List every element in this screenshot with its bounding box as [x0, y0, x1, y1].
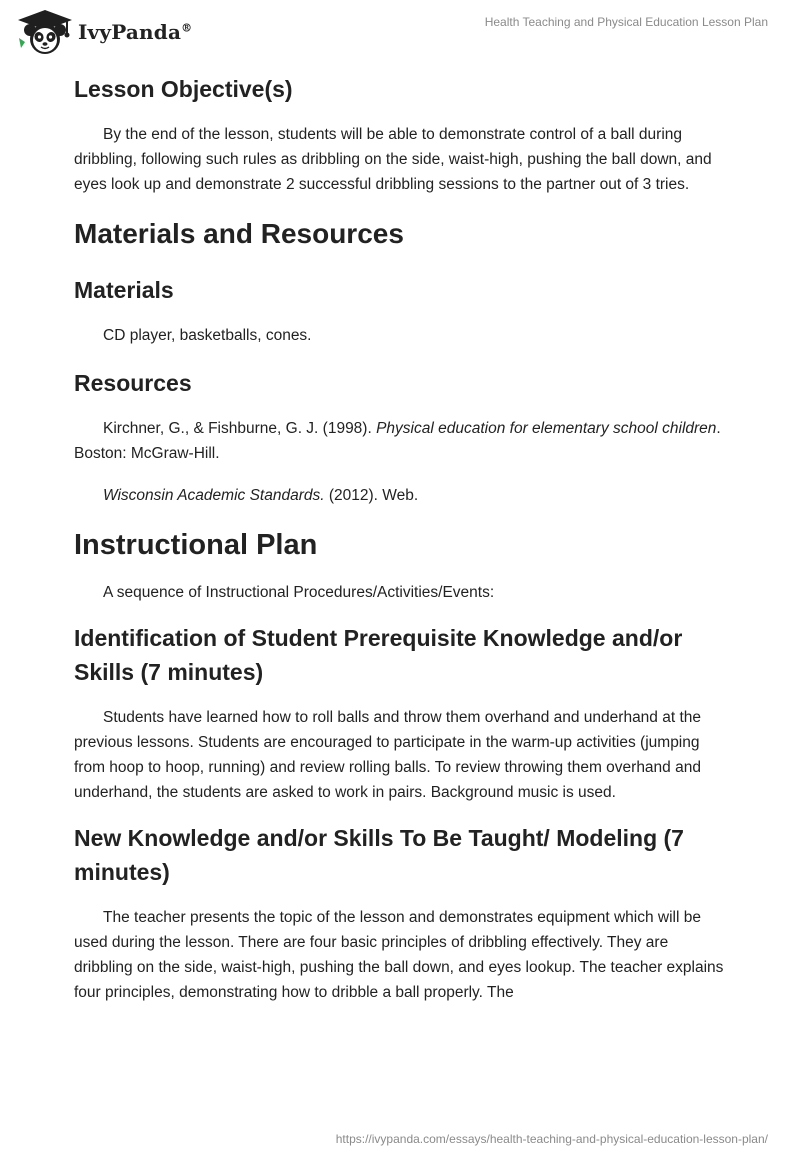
reference-2	[74, 483, 730, 508]
objectives-heading: Lesson Objective(s)	[74, 76, 293, 102]
panda-graduation-cap-icon	[16, 8, 74, 56]
brand-logo[interactable]	[16, 8, 192, 56]
essay-body	[74, 70, 730, 1005]
reference-2-rest: (2012). Web.	[324, 487, 419, 504]
new-knowledge-heading: New Knowledge and/or Skills To Be Taught/ Modeling (7 minutes)	[74, 825, 684, 885]
reference-1-publisher: . Boston: McGraw-Hill.	[74, 420, 721, 462]
prerequisite-heading: Identification of Student Prerequisite Knowledge and/or Skills (7 minutes)	[74, 625, 683, 685]
reference-2-title: Wisconsin Academic Standards.	[103, 487, 325, 504]
brand-name: IvyPanda®	[78, 20, 193, 44]
materials-paragraph: CD player, basketballs, cones.	[103, 327, 312, 344]
instructional-plan-heading: Instructional Plan	[74, 529, 318, 561]
resources-heading: Resources	[74, 370, 192, 396]
registered-mark: ®	[181, 21, 193, 35]
reference-1	[74, 416, 730, 466]
instructional-plan-paragraph: A sequence of Instructional Procedures/Activities/Events:	[103, 584, 495, 601]
prerequisite-paragraph: Students have learned how to roll balls and throw them overhand and underhand at the previous lessons. Students are encouraged to participate in the warm-up activities (jumping from hoop to hoop, running) and review rolling balls. To review throwing them overhand and underhand, the students are asked to work in pairs. Background music is used.	[74, 709, 702, 801]
document-title: Health Teaching and Physical Education Lesson Plan	[484, 15, 768, 29]
new-knowledge-paragraph: The teacher presents the topic of the lesson and demonstrates equipment which will be used during the lesson. There are four basic principles of dribbling effectively. They are dribbling on the side, waist-high, pushing the ball down, and eyes lookup. The teacher explains four principles, demonstrating how to dribble a ball properly. The	[74, 909, 724, 1001]
objectives-paragraph: By the end of the lesson, students will be able to demonstrate control of a ball during dribbling, following such rules as dribbling on the side, waist-high, pushing the ball down, and eyes look up and demonstrate 2 successful dribbling sessions to the partner out of 3 tries.	[74, 126, 712, 193]
reference-1-authors: Kirchner, G., & Fishburne, G. J. (1998).	[103, 420, 377, 437]
materials-resources-heading: Materials and Resources	[74, 218, 404, 249]
reference-1-title: Physical education for elementary school children	[376, 420, 717, 437]
source-url[interactable]: https://ivypanda.com/essays/health-teaching-and-physical-education-lesson-plan/	[335, 1132, 768, 1146]
materials-heading: Materials	[74, 277, 174, 303]
page-header	[0, 0, 800, 70]
